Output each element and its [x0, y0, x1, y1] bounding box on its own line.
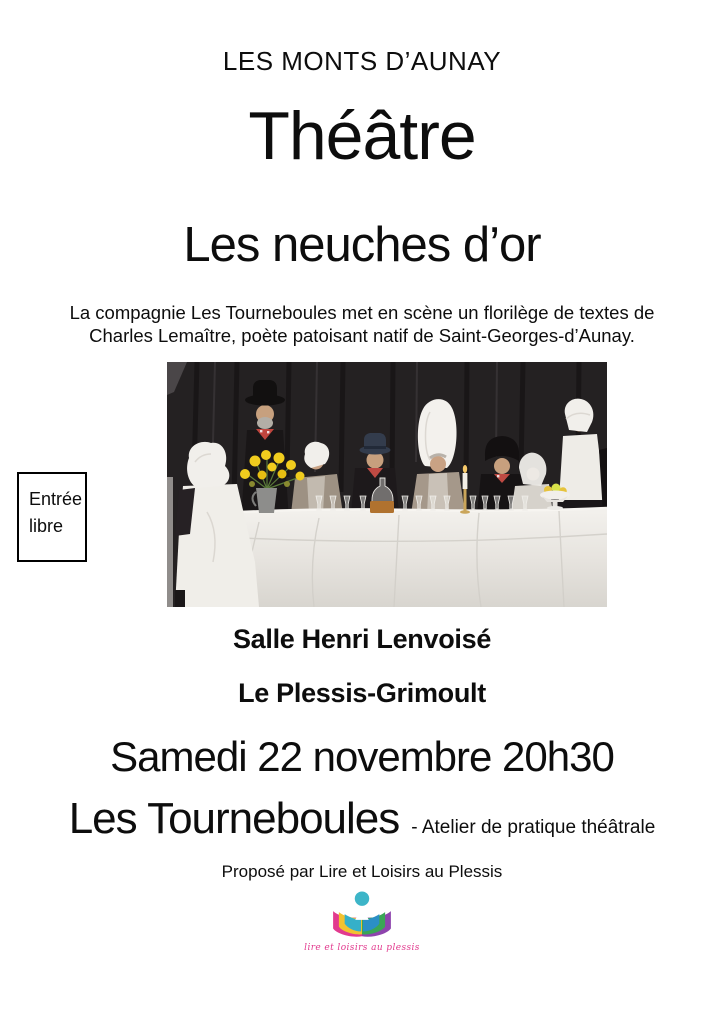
troupe-photo	[167, 362, 607, 607]
organizer-line: Proposé par Lire et Loisirs au Plessis	[221, 862, 503, 881]
description-line-2: Charles Lemaître, poète patoisant natif de Saint-Georges-d’Aunay.	[89, 325, 635, 347]
venue-name: Salle Henri Lenvoisé	[232, 624, 492, 654]
lire-et-loisirs-logo	[324, 890, 400, 942]
show-title: Les neuches d’or	[183, 218, 541, 272]
description	[0, 301, 724, 348]
description-line-1: La compagnie Les Tourneboules met en scène un florilège de textes de	[69, 302, 655, 323]
city-name: Le Plessis-Grimoult	[238, 678, 486, 708]
company-note: - Atelier de pratique théâtrale	[411, 817, 656, 838]
admission-line-2: libre	[29, 516, 64, 536]
free-admission-box	[17, 472, 87, 562]
open-book-reader-icon	[324, 890, 400, 942]
admission-line-1: Entrée	[29, 489, 83, 509]
logo-caption: lire et loisirs au plessis	[304, 943, 420, 953]
organization-title: LES MONTS D’AUNAY	[222, 46, 502, 76]
troupe-photo-illustration	[167, 362, 607, 607]
company-line	[0, 794, 724, 844]
company-name: Les Tourneboules	[68, 794, 400, 843]
event-datetime: Samedi 22 novembre 20h30	[110, 733, 614, 780]
main-title: Théâtre	[248, 98, 476, 174]
